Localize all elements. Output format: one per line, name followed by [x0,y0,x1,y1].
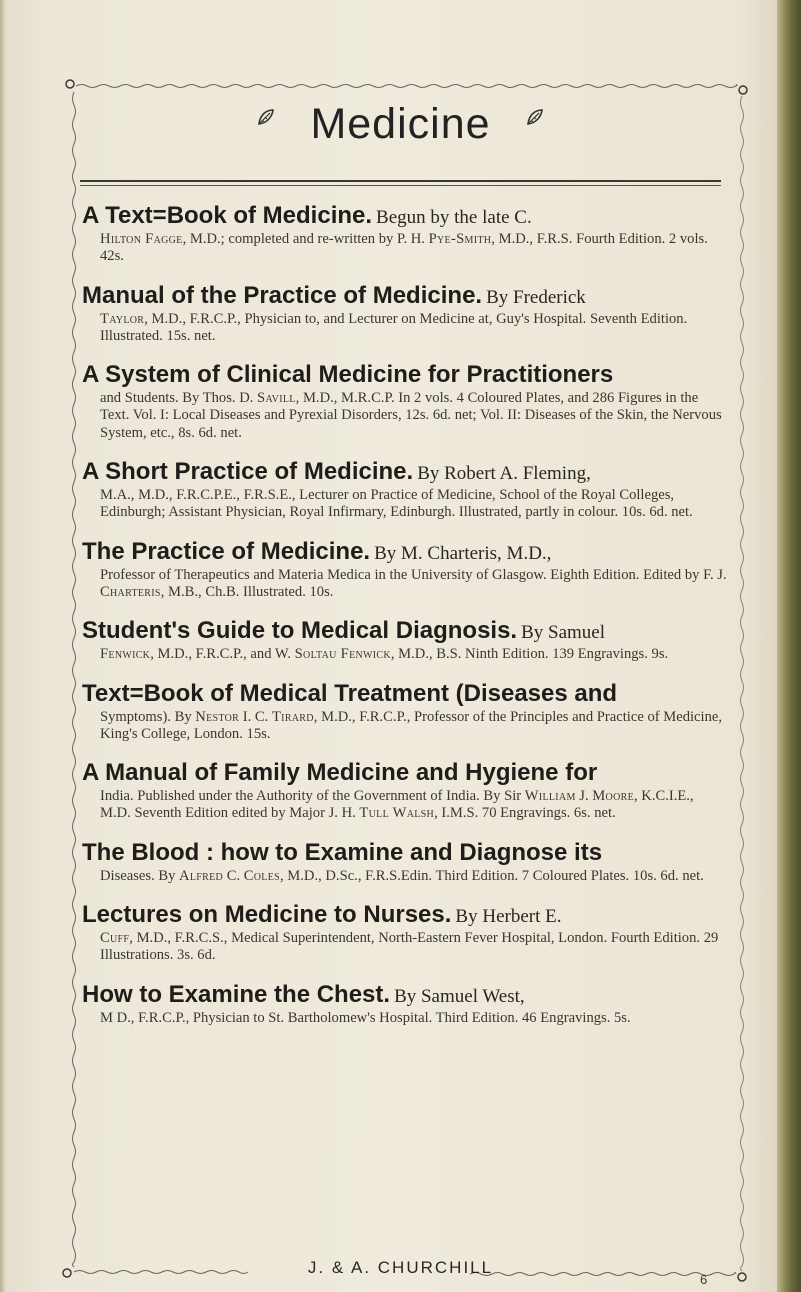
description-text: C. [223,867,244,884]
book-author-lead: By Robert A. Fleming, [417,463,591,485]
book-entry-heading [82,901,728,929]
book-list [82,202,728,1043]
leaf-ornament-icon [525,107,545,127]
book-entry [82,901,728,965]
book-description [82,709,728,744]
description-text: India. Published under the Authority of the Government of India. By Sir [100,788,525,805]
author-name: Tirard [271,708,314,725]
book-title: A Text=Book of Medicine. [82,202,373,229]
description-text: I. C. [239,708,272,725]
description-text: M D., F.R.C.P., Physician to St. Bartholomew's Hospital. Third Edition. 46 Engravings. 5s. [100,1009,631,1026]
description-text: M.A., M.D., F.R.C.P.E., F.R.S.E., Lecturer on Practice of Medicine, School of the Royal Colleges, Edinburgh; Assistant Physician, Royal Infirmary, Edinburgh. Illustrated, partly in colour. 10s. 6d. net. [100,487,693,521]
book-title: The Blood : how to Examine and Diagnose its [82,838,603,866]
book-title: Student's Guide to Medical Diagnosis. [82,617,518,645]
book-description [82,1010,728,1027]
author-name: William [524,788,576,805]
book-description [82,390,728,442]
description-text: , M.D.; completed and re-written by P. H. [182,231,429,247]
description-text: Professor of Therapeutics and Materia Medica in the University of Glasgow. Eighth Edition. Edited by F. J. [100,566,727,583]
author-name: Cuff [100,930,130,947]
book-description [82,646,728,663]
author-name: Pye-Smith [428,231,492,247]
book-entry [82,680,728,744]
book-author-lead: By Herbert E. [455,906,562,928]
book-entry-heading [82,617,728,645]
book-description [82,788,728,823]
book-title: Lectures on Medicine to Nurses. [82,901,452,929]
book-entry [82,981,728,1027]
book-entry [82,202,728,266]
description-text: , M.D., M.R.C.P. In 2 vols. 4 Coloured Plates, and 286 Figures in the Text. Vol. I: Local Diseases and Pyrexial Disorders, 12s. 6d. net; Vol. II: Diseases of the Skin, the Nervous System, etc., 8s. 6d. net. [100,390,722,441]
description-text: , K.C.I.E., M.D. Seventh Edition edited by Major J. H. [100,788,694,822]
page-title: Medicine [310,100,491,148]
publisher-footer: J. & A. CHURCHILL [307,1258,494,1277]
leaf-ornament-icon [256,107,276,127]
description-text: J. [575,788,593,805]
book-title: A Short Practice of Medicine. [82,458,414,486]
book-description [82,868,728,885]
author-name: Soltau Fenwick [294,646,391,663]
author-name: Moore [592,788,634,805]
book-entry-heading [82,282,728,310]
book-entry [82,282,728,346]
description-text: and Students. By Thos. D. [100,390,258,407]
book-title: Text=Book of Medical Treatment (Diseases and [82,679,618,707]
book-author-lead: By M. Charteris, M.D., [374,542,552,564]
book-author-lead: By Samuel [521,622,606,644]
book-author-lead: By Samuel West, [394,985,525,1007]
description-text: , M.D., F.R.C.S., Medical Superintendent, North-Eastern Fever Hospital, London. Fourth Edition. 29 Illustrations. 3s. 6d. [100,930,719,964]
author-name: Tull Walsh [359,805,435,822]
book-entry [82,839,728,885]
author-name: Nestor [195,708,240,725]
description-text: , M.D., B.S. Ninth Edition. 139 Engravings. 9s. [390,646,669,663]
wavy-border-left [73,92,76,1267]
corner-ring-top-left [66,80,74,88]
author-name: Coles [243,867,280,884]
description-text: , M.D., F.R.C.P., and W. [150,646,295,663]
author-name: Alfred [179,867,224,884]
page-number: 6 [700,1272,708,1287]
author-name: Taylor [100,310,145,327]
description-text: Symptoms). By [100,708,196,725]
description-text: Diseases. By [100,867,180,884]
book-entry-heading [82,361,728,389]
corner-ring-top-right [739,86,747,94]
book-entry-heading [82,981,728,1009]
description-text: , M.D., D.Sc., F.R.S.Edin. Third Edition. 7 Coloured Plates. 10s. 6d. net. [279,867,704,884]
book-description [82,930,728,965]
book-entry-heading [82,538,728,566]
book-entry-heading [82,458,728,486]
book-entry-heading [82,759,728,787]
wavy-border-top [76,85,737,88]
book-title: A System of Clinical Medicine for Practitioners [82,361,614,389]
header-double-rule [80,180,721,186]
book-description [82,567,728,602]
book-entry [82,361,728,442]
page-header [60,100,741,170]
book-title: Manual of the Practice of Medicine. [82,281,483,309]
book-author-lead: Begun by the late C. [376,207,532,228]
description-text: , M.D., F.R.S. Fourth Edition. 2 vols. 42s. [100,231,708,265]
description-text: , M.D., F.R.C.P., Professor of the Principles and Practice of Medicine, King's College, London. 15s. [100,708,723,742]
book-entry-heading [82,680,728,708]
book-author-lead: By Frederick [486,286,586,308]
book-entry [82,458,728,522]
description-text: , M.B., Ch.B. Illustrated. 10s. [160,583,334,600]
book-title: A Manual of Family Medicine and Hygiene for [82,759,598,787]
author-name: Hilton Fagge [100,231,183,247]
wavy-border-right [741,96,744,1271]
book-description [82,311,728,346]
book-entry [82,617,728,663]
author-name: Savill [257,390,296,407]
book-title: How to Examine the Chest. [82,980,391,1008]
book-entry [82,759,728,823]
author-name: Charteris [100,583,161,600]
book-description [82,487,728,522]
book-description [82,231,728,266]
book-entry-heading [82,202,728,230]
book-title: The Practice of Medicine. [82,537,371,565]
author-name: Fenwick [100,646,151,663]
description-text: , M.D., F.R.C.P., Physician to, and Lecturer on Medicine at, Guy's Hospital. Seventh Edition. Illustrated. 15s. net. [100,310,688,344]
description-text: , I.M.S. 70 Engravings. 6s. net. [434,805,616,822]
book-entry-heading [82,839,728,867]
book-entry [82,538,728,602]
